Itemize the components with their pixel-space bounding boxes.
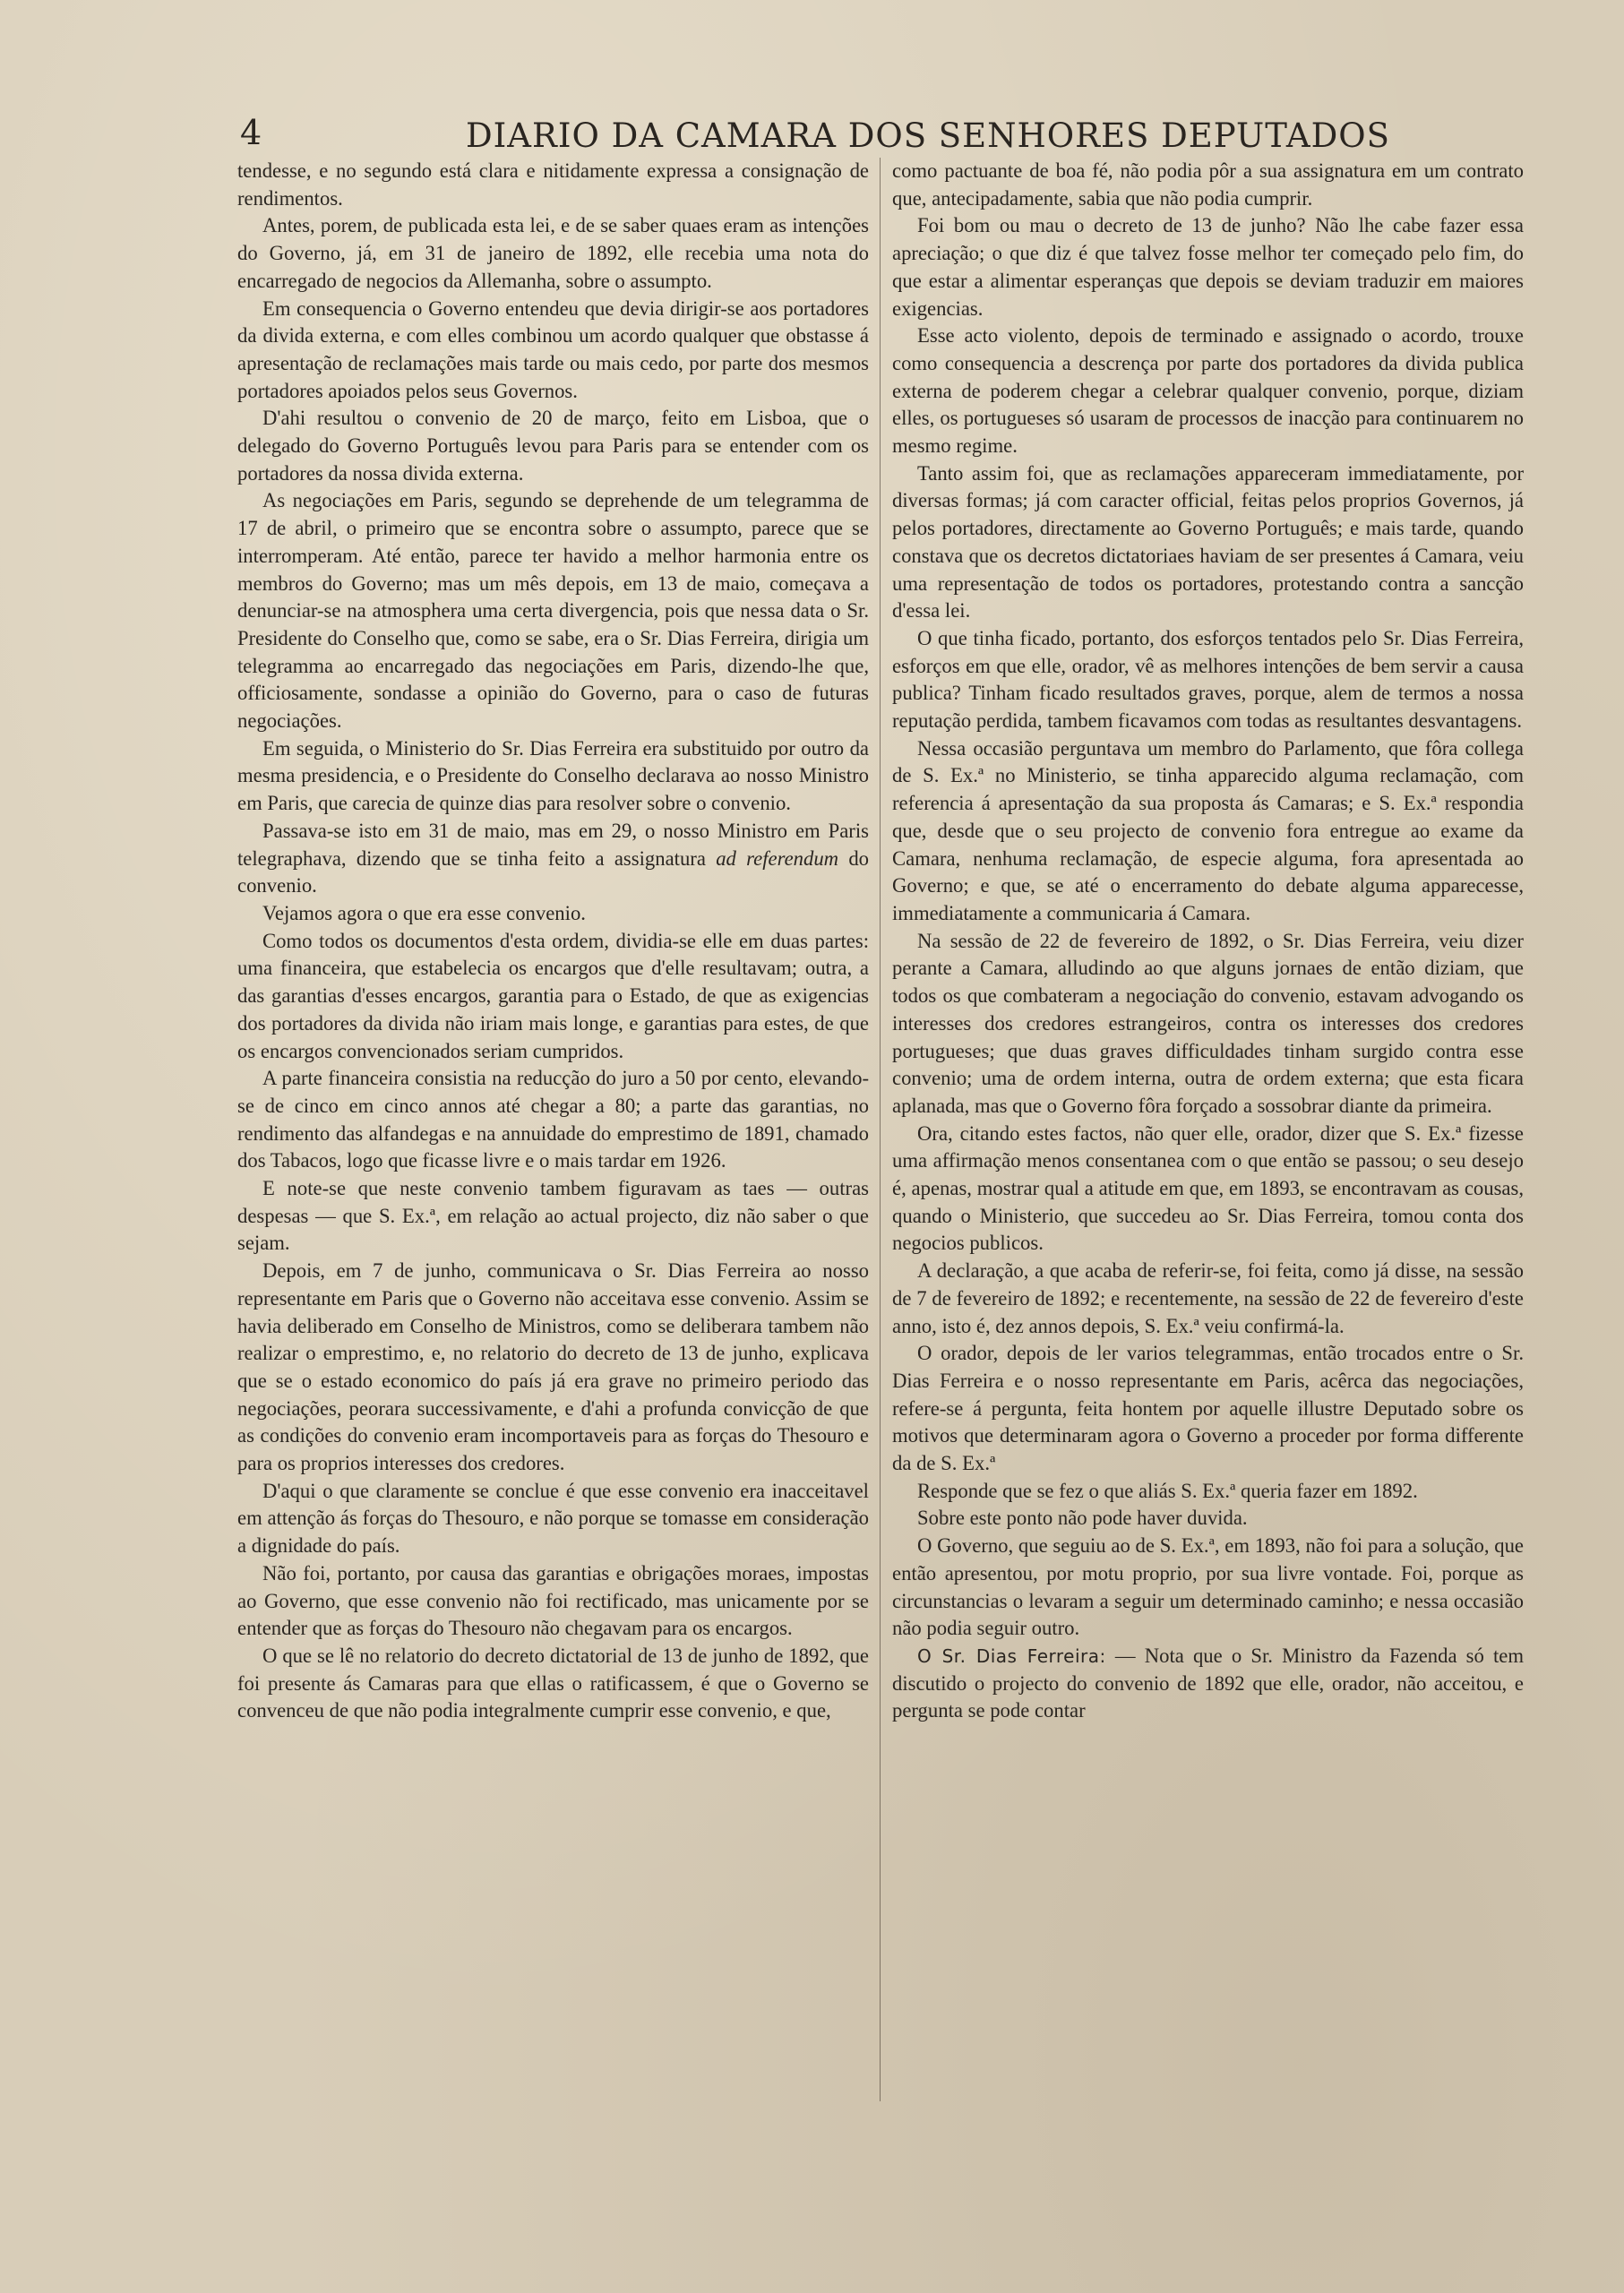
- page-number: 4: [240, 113, 262, 152]
- speaker-name: O Sr. Dias Ferreira:: [917, 1645, 1106, 1667]
- paragraph: Antes, porem, de publicada esta lei, e de se saber quaes eram as intenções do Governo, já, em 31 de janeiro de 1892, elle recebia uma nota do encarregado de negocios da Allemanha, sobre o assumpto.: [237, 214, 869, 292]
- paragraph: Esse acto violento, depois de terminado e assignado o acordo, trouxe como consequencia a descrença por parte dos portadores da divida publica externa de poderem chegar a celebrar qualquer convenio, porque, diziam elles, os portugueses só usaram de processos de inacção para continuarem no mesmo regime.: [892, 324, 1524, 458]
- paragraph: Depois, em 7 de junho, communicava o Sr. Dias Ferreira ao nosso representante em Paris que o Governo não acceitava esse convenio. Assim se havia deliberado em Conselho de Ministros, como se deliberara tambem não realizar o emprestimo, e, no relatorio do decreto de 13 de junho, explicava que se o estado economico do país já era grave no primeiro periodo das negociações, peorara successivamente, e d'ahi a profunda convicção de que as condições do convenio eram incomportaveis para as forças do Thesouro e para os proprios interesses dos credores.: [237, 1259, 869, 1475]
- paragraph: O que tinha ficado, portanto, dos esforços tentados pelo Sr. Dias Ferreira, esforços em que elle, orador, vê as melhores intenções de bem servir a causa publica? Tinham ficado resultados graves, porque, alem de termos a nossa reputação perdida, tambem ficavamos com todas as resultantes desvantagens.: [892, 626, 1524, 733]
- paragraph-text: — Nota que o Sr. Ministro da Fazenda só tem discutido o projecto do convenio de 1892 que elle, orador, não acceitou, e pergunta se pode contar: [892, 1644, 1524, 1722]
- paragraph: O que se lê no relatorio do decreto dictatorial de 13 de junho de 1892, que foi presente ás Camaras para que ellas o ratificassem, é que o Governo se convenceu de que não podia integralmente cumprir esse convenio, e que,: [237, 1644, 869, 1722]
- paragraph: como pactuante de boa fé, não podia pôr a sua assignatura em um contrato que, antecipadamente, sabia que não podia cumprir.: [892, 159, 1524, 210]
- paragraph: Tanto assim foi, que as reclamações appareceram immediatamente, por diversas formas; já com caracter official, feitas pelos proprios Governos, já pelos portadores, directamente ao Governo Português; e mais tarde, quando constava que os decretos dictatoriaes haviam de ser presentes á Camara, veiu uma representação de todos os portadores, protestando contra a sancção d'essa lei.: [892, 461, 1524, 623]
- paragraph: Sobre este ponto não pode haver duvida.: [917, 1507, 1248, 1530]
- page-header-title: DIARIO DA CAMARA DOS SENHORES DEPUTADOS: [466, 116, 1390, 155]
- paragraph: Ora, citando estes factos, não quer elle, orador, dizer que S. Ex.ª fizesse uma affirmação menos consentanea com o que então se passou; o seu desejo é, apenas, mostrar qual a atitude em que, em 1893, se encontravam as cousas, quando o Ministerio, que succedeu ao Sr. Dias Ferreira, tomou conta dos negocios publicos.: [892, 1121, 1524, 1255]
- paragraph: D'aqui o que claramente se conclue é que esse convenio era inacceitavel em attenção ás forças do Thesouro, e não porque se tomasse em consideração a dignidade do país.: [237, 1479, 869, 1558]
- left-text-column: [237, 158, 869, 2119]
- column-divider: [880, 158, 881, 2101]
- paragraph: E note-se que neste convenio tambem figuravam as taes — outras despesas — que S. Ex.ª, em relação ao actual projecto, diz não saber o que sejam.: [237, 1177, 869, 1255]
- italic-phrase: ad referendum: [716, 846, 839, 870]
- paragraph: Não foi, portanto, por causa das garantias e obrigações moraes, impostas ao Governo, que esse convenio não foi rectificado, mas unicamente por se entender que as forças do Thesouro não chegavam para os encargos.: [237, 1561, 869, 1640]
- paragraph: [892, 1643, 1524, 1725]
- right-text-column: [892, 158, 1524, 2119]
- paragraph: A parte financeira consistia na reducção do juro a 50 por cento, elevando-se de cinco em cinco annos até chegar a 80; a parte das garantias, no rendimento das alfandegas e na annuidade do emprestimo de 1891, chamado dos Tabacos, logo que ficasse livre e o mais tardar em 1926.: [237, 1067, 869, 1172]
- paragraph: Em consequencia o Governo entendeu que devia dirigir-se aos portadores da divida externa, e com elles combinou um acordo qualquer que obstasse á apresentação de reclamações mais tarde ou mais cedo, por parte dos mesmos portadores apoiados pelos seus Governos.: [237, 296, 869, 402]
- paragraph: D'ahi resultou o convenio de 20 de março, feito em Lisboa, que o delegado do Governo Português levou para Paris para se entender com os portadores da nossa divida externa.: [237, 407, 869, 485]
- paragraph: Foi bom ou mau o decreto de 13 de junho? Não lhe cabe fazer essa apreciação; o que diz é que talvez fosse melhor ter começado pelo fim, do que estar a alimentar esperanças que depois se deviam traduzir em maiores exigencias.: [892, 214, 1524, 320]
- paragraph-text: Passava-se isto em 31 de maio, mas em 29, o nosso Ministro em Paris telegraphava, dizendo que se tinha feito a assignatura: [237, 819, 869, 870]
- paragraph: Vejamos agora o que era esse convenio.: [262, 901, 586, 924]
- paragraph: Responde que se fez o que aliás S. Ex.ª queria fazer em 1892.: [917, 1479, 1418, 1502]
- paragraph: As negociações em Paris, segundo se deprehende de um telegramma de 17 de abril, o primeiro que se encontra sobre o assumpto, parece que se interromperam. Até então, parece ter havido a melhor harmonia entre os membros do Governo; mas um mês depois, em 13 de maio, começava a denunciar-se na atmosphera uma certa divergencia, pois que nessa data o Sr. Presidente do Conselho que, como se sabe, era o Sr. Dias Ferreira, dirigia um telegramma ao encarregado das negociações em Paris, dizendo-lhe que, officiosamente, sondasse a opinião do Governo, para o caso de futuras negociações.: [237, 489, 869, 733]
- paragraph: Nessa occasião perguntava um membro do Parlamento, que fôra collega de S. Ex.ª no Ministerio, se tinha apparecido alguma reclamação, com referencia á apresentação da sua proposta ás Camaras; e S. Ex.ª respondia que, desde que o seu projecto de convenio fora entregue ao exame da Camara, nenhuma reclamação, de especie alguma, fora apresentada ao Governo; e que, se até o encerramento do debate alguma apparecesse, immediatamente a communicaria á Camara.: [892, 736, 1524, 924]
- paragraph: Em seguida, o Ministerio do Sr. Dias Ferreira era substituido por outro da mesma presidencia, e o Presidente do Conselho declarava ao nosso Ministro em Paris, que carecia de quinze dias para resolver sobre o convenio.: [237, 736, 869, 815]
- paragraph: O orador, depois de ler varios telegrammas, então trocados entre o Sr. Dias Ferreira e o nosso representante em Paris, acêrca das negociações, refere-se á pergunta, feita hontem por aquelle illustre Deputado sobre os motivos que determinaram agora o Governo a proceder por forma differente da de S. Ex.ª: [892, 1342, 1524, 1475]
- paragraph-text: do convenio.: [237, 846, 869, 897]
- paragraph: [237, 818, 869, 900]
- paragraph: O Governo, que seguiu ao de S. Ex.ª, em 1893, não foi para a solução, que então apresentou, por motu proprio, por sua livre vontade. Foi, porque as circunstancias o levaram a seguir um determinado caminho; e nessa occasião não podia seguir outro.: [892, 1534, 1524, 1640]
- paragraph: A declaração, a que acaba de referir-se, foi feita, como já disse, na sessão de 7 de fevereiro de 1892; e recentemente, na sessão de 22 de fevereiro d'este anno, isto é, dez annos depois, S. Ex.ª veiu confirmá-la.: [892, 1259, 1524, 1337]
- paragraph: Na sessão de 22 de fevereiro de 1892, o Sr. Dias Ferreira, veiu dizer perante a Camara, alludindo ao que alguns jornaes de então diziam, que todos os que combateram a negociação do convenio, estavam advogando os interesses dos credores estrangeiros, contra os interesses dos credores portugueses; que duas graves difficuldades tinham surgido contra esse convenio; uma de ordem interna, outra de ordem externa; que esta ficara aplanada, mas que o Governo fôra forçado a sossobrar diante da primeira.: [892, 929, 1524, 1117]
- paragraph: Como todos os documentos d'esta ordem, dividia-se elle em duas partes: uma financeira, que estabelecia os encargos que d'elle resultavam; outra, a das garantias d'esses encargos, garantia para o Estado, de que as exigencias dos portadores da divida não iriam mais longe, e garantias para estes, de que os encargos convencionados seriam cumpridos.: [237, 929, 869, 1062]
- paragraph: tendesse, e no segundo está clara e nitidamente expressa a consignação de rendimentos.: [237, 159, 869, 210]
